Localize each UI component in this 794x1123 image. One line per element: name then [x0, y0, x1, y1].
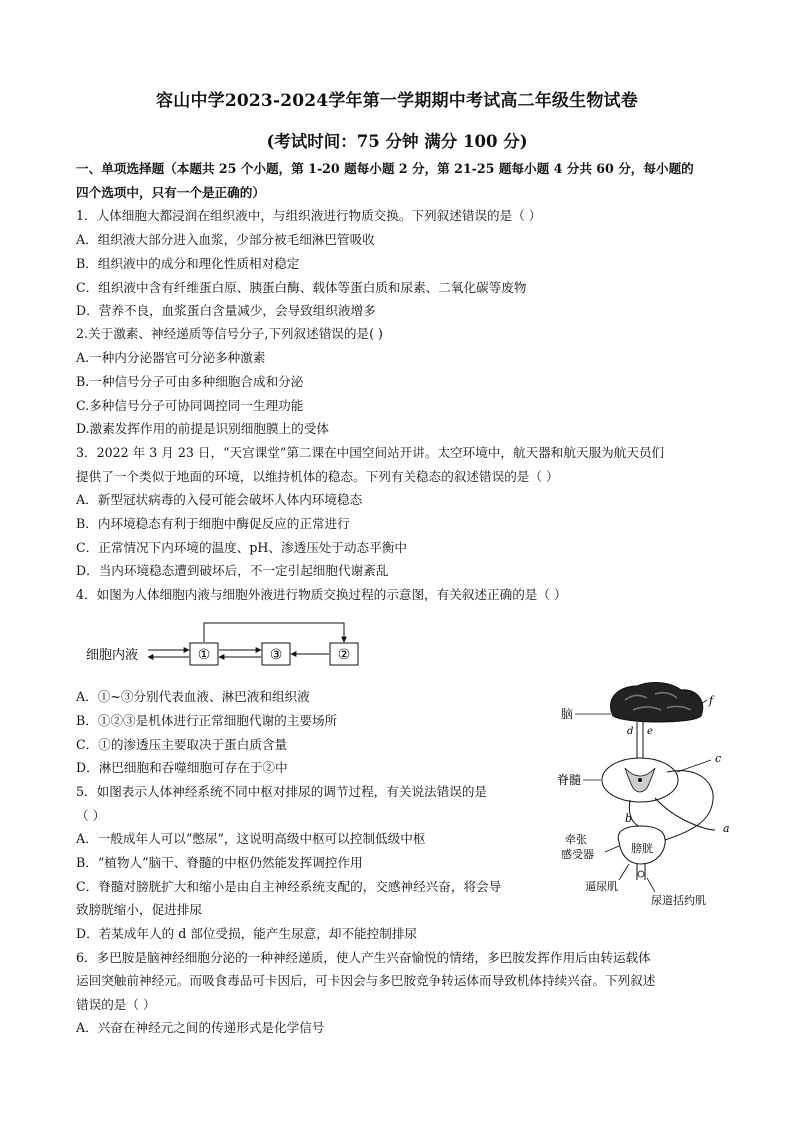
q4-option-d: D．淋巴细胞和吞噬细胞可存在于②中: [76, 760, 288, 775]
detrusor-label: 逼尿肌: [585, 880, 618, 893]
label-a: a: [723, 822, 730, 835]
q5-option-d: D．若某成年人的 d 部位受损，能产生尿意，却不能控制排尿: [76, 926, 418, 941]
cell-fluid-label: 细胞内液: [86, 648, 139, 663]
q4-stem: 4．如图为人体细胞内液与细胞外液进行物质交换过程的示意图，有关叙述正确的是（ ）: [76, 587, 567, 602]
q1-stem: 1．人体细胞大都浸润在组织液中，与组织液进行物质交换。下列叙述错误的是（ ）: [76, 208, 542, 223]
q5-option-b: B．“植物人”脑干、脊髓的中枢仍然能发挥调控作用: [76, 855, 363, 870]
brain-shape: [610, 683, 702, 722]
section-heading-cont: 四个选项中，只有一个是正确的）: [76, 185, 265, 200]
q2-option-b: B.一种信号分子可由多种细胞合成和分泌: [76, 374, 304, 389]
q1-option-a: A．组织液大部分进入血浆，少部分被毛细淋巴管吸收: [76, 232, 375, 247]
box-1-label: ①: [197, 647, 211, 663]
label-f: f: [709, 694, 714, 707]
urination-control-diagram: [555, 680, 740, 914]
box-3-label: ③: [269, 647, 283, 663]
q3-stem-cont: 提供了一个类似于地面的环境，以维持机体的稳态。下列有关稳态的叙述错误的是（ ）: [76, 469, 559, 484]
q2-option-a: A.一种内分泌器官可分泌多种激素: [76, 350, 266, 365]
q6-option-a: A．兴奋在神经元之间的传递形式是化学信号: [76, 1020, 325, 1035]
q3-option-b: B．内环境稳态有利于细胞中酶促反应的正常进行: [76, 516, 350, 531]
bladder-label: 膀胱: [631, 842, 653, 855]
q2-option-d: D.激素发挥作用的前提是识别细胞膜上的受体: [76, 421, 329, 436]
q5-blank: （ ）: [76, 808, 106, 823]
q3-option-c: C．正常情况下内环境的温度、pH、渗透压处于动态平衡中: [76, 540, 407, 555]
q5-option-c: C．脊髓对膀胱扩大和缩小是由自主神经系统支配的，交感神经兴奋，将会导: [76, 879, 502, 894]
label-d: d: [627, 726, 634, 737]
section-heading: 一、单项选择题（本题共 25 个小题，第 1-20 题每小题 2 分，第 21-25 题每小题 4 分共 60 分，每小题的: [76, 161, 694, 176]
brain-label: 脑: [561, 707, 574, 721]
exam-subtitle: (考试时间：75 分钟 满分 100 分): [266, 132, 528, 151]
fluid-exchange-diagram: [86, 615, 366, 679]
q1-option-d: D．营养不良，血浆蛋白含量减少，会导致组织液增多: [76, 303, 376, 318]
label-e: e: [647, 726, 653, 737]
stretch-label-1: 牵张: [565, 833, 587, 846]
box-2-label: ②: [337, 647, 351, 663]
q6-stem-cont: 运回突触前神经元。而吸食毒品可卡因后，可卡因会与多巴胺竞争转运体而导致机体持续兴奋。下列叙述: [76, 973, 656, 988]
q4-option-c: C．①的渗透压主要取决于蛋白质含量: [76, 737, 288, 752]
q1-option-c: C．组织液中含有纤维蛋白原、胰蛋白酶、载体等蛋白质和尿素、二氧化碳等废物: [76, 280, 527, 295]
exam-title: 容山中学2023-2024学年第一学期期中考试高二年级生物试卷: [156, 91, 638, 111]
q4-option-b: B．①②③是机体进行正常细胞代谢的主要场所: [76, 713, 338, 728]
q5-option-c-cont: 致膀胱缩小，促进排尿: [76, 902, 202, 917]
q2-stem: 2.关于激素、神经递质等信号分子,下列叙述错误的是( ): [76, 326, 383, 341]
q3-option-d: D．当内环境稳态遭到破坏后，不一定引起细胞代谢紊乱: [76, 563, 389, 578]
q1-option-b: B．组织液中的成分和理化性质相对稳定: [76, 256, 300, 271]
q6-stem-cont2: 错误的是（ ）: [76, 997, 156, 1012]
q4-option-a: A．①~③分别代表血液、淋巴液和组织液: [76, 689, 310, 704]
q6-stem: 6．多巴胺是脑神经细胞分泌的一种神经递质，使人产生兴奋愉悦的情绪，多巴胺发挥作用后由转运载体: [76, 950, 651, 965]
q5-stem: 5．如图表示人体神经系统不同中枢对排尿的调节过程，有关说法错误的是: [76, 784, 488, 799]
q5-option-a: A．一般成年人可以“憋尿”，这说明高级中枢可以控制低级中枢: [76, 831, 426, 846]
stretch-label-2: 感受器: [561, 848, 594, 861]
label-b: b: [625, 812, 633, 825]
q3-option-a: A．新型冠状病毒的入侵可能会破坏人体内环境稳态: [76, 492, 363, 507]
label-c: c: [715, 752, 722, 765]
q2-option-c: C.多种信号分子可协同调控同一生理功能: [76, 398, 304, 413]
sphincter-label: 尿道括约肌: [651, 894, 706, 907]
spinal-label: 脊髓: [557, 773, 582, 787]
q3-stem: 3．2022 年 3 月 23 日，“天宫课堂”第二课在中国空间站开讲。太空环境中，航天器和航天服为航天员们: [76, 445, 665, 460]
